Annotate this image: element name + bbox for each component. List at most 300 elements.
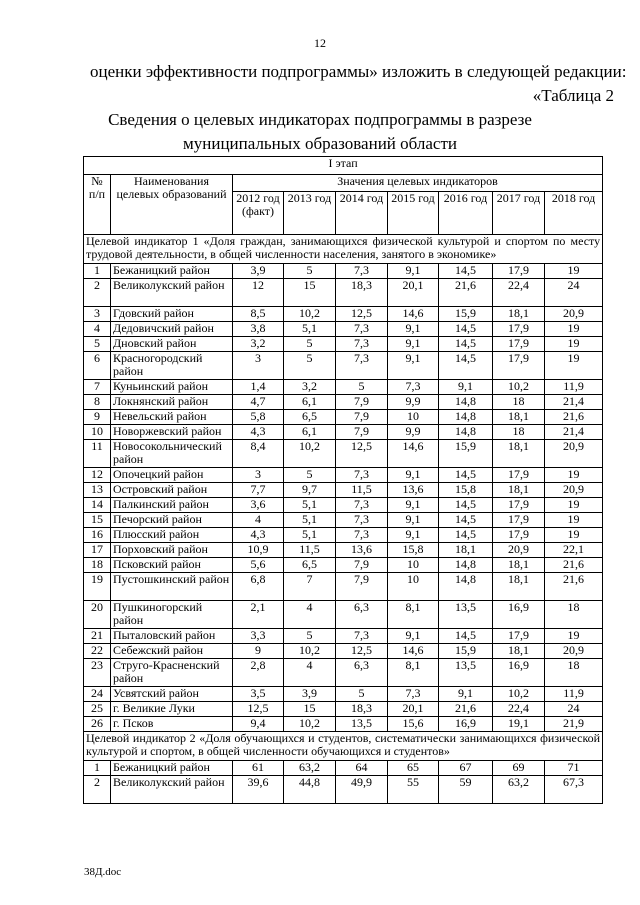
indicator-value: 21,6	[545, 558, 603, 573]
table-row	[84, 558, 603, 573]
table-row	[84, 573, 603, 601]
indicator-value: 11,9	[545, 687, 603, 702]
indicator-value: 20,1	[388, 702, 439, 717]
indicator-value: 18,1	[439, 543, 493, 558]
year-header: 2015 год	[388, 192, 439, 235]
indicator-value: 18	[493, 395, 545, 410]
indicator-value: 67,3	[545, 776, 603, 804]
page-number: 12	[314, 36, 326, 50]
indicator-value: 11,5	[284, 543, 336, 558]
indicator-value: 1,4	[233, 380, 284, 395]
indicator-value: 7,9	[336, 558, 388, 573]
indicator-value: 9,1	[388, 264, 439, 279]
indicator-value: 67	[439, 761, 493, 776]
indicator-value: 44,8	[284, 776, 336, 804]
indicator-value: 7,3	[336, 337, 388, 352]
indicator-value: 13,6	[388, 483, 439, 498]
indicator-value: 15,8	[439, 483, 493, 498]
indicator-value: 18,3	[336, 702, 388, 717]
indicator-value: 7,3	[388, 687, 439, 702]
indicator-value: 69	[493, 761, 545, 776]
indicator-value: 5,1	[284, 322, 336, 337]
indicator-value: 20,1	[388, 279, 439, 307]
indicator-value: 9,1	[388, 352, 439, 380]
municipality-name: Пыталовский район	[111, 629, 233, 644]
indicator-value: 24	[545, 279, 603, 307]
indicator-value: 19	[545, 513, 603, 528]
indicator-value: 24	[545, 702, 603, 717]
row-number: 18	[84, 558, 111, 573]
indicator-value: 55	[388, 776, 439, 804]
table-row	[84, 483, 603, 498]
indicator-value: 14,5	[439, 528, 493, 543]
indicator-value: 7,3	[336, 264, 388, 279]
indicator-value: 7,3	[388, 380, 439, 395]
indicator-value: 15	[284, 702, 336, 717]
indicator-value: 18,1	[493, 410, 545, 425]
municipality-name: Гдовский район	[111, 307, 233, 322]
indicator-value: 19	[545, 264, 603, 279]
indicator-value: 9,1	[388, 629, 439, 644]
col-values-header: Значения целевых индикаторов	[233, 175, 603, 192]
indicator-value: 21,4	[545, 395, 603, 410]
indicator-value: 21,6	[439, 279, 493, 307]
municipality-name: г. Великие Луки	[111, 702, 233, 717]
indicator-value: 9,1	[388, 337, 439, 352]
row-number: 1	[84, 264, 111, 279]
indicator-value: 3	[233, 468, 284, 483]
indicator-value: 5	[284, 352, 336, 380]
indicator-value: 12,5	[336, 440, 388, 468]
indicator-value: 9,1	[388, 468, 439, 483]
indicator-value: 22,1	[545, 543, 603, 558]
row-number: 10	[84, 425, 111, 440]
indicator-value: 63,2	[493, 776, 545, 804]
indicator-value: 9,1	[439, 380, 493, 395]
table-row	[84, 513, 603, 528]
indicator-value: 3,9	[284, 687, 336, 702]
indicator-value: 3,2	[233, 337, 284, 352]
indicator-value: 9,1	[388, 513, 439, 528]
indicator-value: 6,1	[284, 425, 336, 440]
indicator-value: 14,8	[439, 425, 493, 440]
indicator-value: 17,9	[493, 337, 545, 352]
municipality-name: Пустошкинский район	[111, 573, 233, 601]
indicator-value: 3,3	[233, 629, 284, 644]
indicator-value: 7,3	[336, 352, 388, 380]
year-header: 2013 год	[284, 192, 336, 235]
municipality-name: Дедовичский район	[111, 322, 233, 337]
indicator-value: 6,3	[336, 659, 388, 687]
indicator-value: 9,9	[388, 425, 439, 440]
indicator-value: 5,1	[284, 528, 336, 543]
row-number: 26	[84, 717, 111, 732]
table-row	[84, 717, 603, 732]
indicator-value: 18	[545, 601, 603, 629]
municipality-name: Опочецкий район	[111, 468, 233, 483]
table-row	[84, 440, 603, 468]
table-row	[84, 498, 603, 513]
indicator-value: 63,2	[284, 761, 336, 776]
row-number: 1	[84, 761, 111, 776]
indicator-value: 9	[233, 644, 284, 659]
indicator-value: 21,6	[545, 410, 603, 425]
indicator-value: 16,9	[493, 659, 545, 687]
table-row	[84, 761, 603, 776]
indicator-value: 59	[439, 776, 493, 804]
municipality-name: Порховский район	[111, 543, 233, 558]
indicator-value: 14,8	[439, 395, 493, 410]
indicator-value: 12,5	[336, 307, 388, 322]
indicator-value: 10	[388, 558, 439, 573]
indicator-value: 14,5	[439, 337, 493, 352]
row-number: 6	[84, 352, 111, 380]
indicator-value: 16,9	[493, 601, 545, 629]
indicator-value: 7,3	[336, 468, 388, 483]
table-row	[84, 425, 603, 440]
indicator-value: 8,4	[233, 440, 284, 468]
indicator-value: 11,9	[545, 380, 603, 395]
col-name-header: Наименования целевых образований	[111, 175, 233, 235]
indicator-value: 8,1	[388, 601, 439, 629]
indicator-value: 17,9	[493, 528, 545, 543]
municipality-name: Печорский район	[111, 513, 233, 528]
indicator-value: 10	[388, 573, 439, 601]
row-number: 9	[84, 410, 111, 425]
table-row	[84, 380, 603, 395]
indicator-value: 12	[233, 279, 284, 307]
municipality-name: Новосокольнический район	[111, 440, 233, 468]
municipality-name: Невельский район	[111, 410, 233, 425]
indicator-value: 7,9	[336, 425, 388, 440]
table-row	[84, 352, 603, 380]
indicator-value: 3	[233, 352, 284, 380]
table-row	[84, 337, 603, 352]
indicator-value: 5	[284, 264, 336, 279]
indicator-value: 18	[545, 659, 603, 687]
table-row	[84, 528, 603, 543]
indicator-value: 17,9	[493, 322, 545, 337]
indicator-value: 19	[545, 352, 603, 380]
indicator-value: 3,2	[284, 380, 336, 395]
table-label: «Таблица 2	[532, 86, 614, 105]
table-row	[84, 410, 603, 425]
row-number: 19	[84, 573, 111, 601]
municipality-name: Островский район	[111, 483, 233, 498]
indicator-value: 20,9	[545, 483, 603, 498]
indicator-value: 13,5	[439, 601, 493, 629]
indicator-value: 6,8	[233, 573, 284, 601]
row-number: 23	[84, 659, 111, 687]
indicator-value: 7,3	[336, 629, 388, 644]
indicator-value: 71	[545, 761, 603, 776]
row-number: 21	[84, 629, 111, 644]
indicator-value: 7,9	[336, 395, 388, 410]
indicator-value: 2,1	[233, 601, 284, 629]
municipality-name: Новоржевский район	[111, 425, 233, 440]
indicator-value: 4,3	[233, 528, 284, 543]
indicator-value: 14,8	[439, 573, 493, 601]
indicator-value: 4	[284, 601, 336, 629]
indicator-value: 6,1	[284, 395, 336, 410]
indicator-value: 9,1	[388, 528, 439, 543]
indicator-value: 13,5	[439, 659, 493, 687]
table-row	[84, 776, 603, 804]
row-number: 12	[84, 468, 111, 483]
indicator-value: 7,3	[336, 528, 388, 543]
indicator-value: 18,1	[493, 644, 545, 659]
intro-text: оценки эффективности подпрограммы» изложить в следующей редакции:	[90, 62, 627, 81]
indicator-value: 17,9	[493, 352, 545, 380]
municipality-name: Палкинский район	[111, 498, 233, 513]
indicator-value: 6,5	[284, 410, 336, 425]
indicator-value: 64	[336, 761, 388, 776]
indicator-value: 9,9	[388, 395, 439, 410]
table-row	[84, 279, 603, 307]
row-number: 22	[84, 644, 111, 659]
indicator-value: 12,5	[336, 644, 388, 659]
indicator-value: 18,1	[493, 558, 545, 573]
indicator-value: 13,5	[336, 717, 388, 732]
indicator-value: 14,5	[439, 322, 493, 337]
table-title-line1: Сведения о целевых индикаторах подпрограммы в разрезе	[108, 110, 532, 129]
indicator-value: 49,9	[336, 776, 388, 804]
year-header: 2012 год (факт)	[233, 192, 284, 235]
indicator-value: 10,9	[233, 543, 284, 558]
table-row	[84, 629, 603, 644]
indicator-value: 15,9	[439, 440, 493, 468]
indicator-title: Целевой индикатор 2 «Доля обучающихся и студентов, систематически занимающихся физической культурой и спортом, в общей численности обучающихся и студентов»	[84, 732, 603, 761]
municipality-name: Усвятский район	[111, 687, 233, 702]
row-number: 2	[84, 279, 111, 307]
year-header: 2014 год	[336, 192, 388, 235]
indicator-title: Целевой индикатор 1 «Доля граждан, занимающихся физической культурой и спортом по месту трудовой деятельности, в общей численности населения, занятого в экономике»	[84, 235, 603, 264]
indicator-value: 13,6	[336, 543, 388, 558]
indicator-value: 18,1	[493, 573, 545, 601]
indicator-value: 2,8	[233, 659, 284, 687]
row-number: 2	[84, 776, 111, 804]
indicator-value: 20,9	[493, 543, 545, 558]
indicator-value: 18,3	[336, 279, 388, 307]
indicator-value: 7,3	[336, 322, 388, 337]
indicator-value: 21,9	[545, 717, 603, 732]
indicator-value: 15	[284, 279, 336, 307]
municipality-name: Пушкиногорский район	[111, 601, 233, 629]
indicator-value: 17,9	[493, 513, 545, 528]
indicators-table	[83, 156, 603, 804]
indicator-value: 7,9	[336, 410, 388, 425]
table-row	[84, 395, 603, 410]
indicator-value: 8,5	[233, 307, 284, 322]
indicator-value: 5,1	[284, 498, 336, 513]
indicator-value: 3,6	[233, 498, 284, 513]
indicator-value: 19	[545, 528, 603, 543]
indicator-value: 22,4	[493, 702, 545, 717]
row-number: 15	[84, 513, 111, 528]
indicator-value: 19	[545, 322, 603, 337]
table-row	[84, 644, 603, 659]
row-number: 17	[84, 543, 111, 558]
row-number: 14	[84, 498, 111, 513]
indicator-value: 5,8	[233, 410, 284, 425]
indicator-value: 17,9	[493, 264, 545, 279]
indicator-value: 4,7	[233, 395, 284, 410]
indicator-value: 21,6	[439, 702, 493, 717]
year-header: 2018 год	[545, 192, 603, 235]
indicator-value: 14,6	[388, 307, 439, 322]
indicator-value: 9,4	[233, 717, 284, 732]
indicator-value: 14,5	[439, 513, 493, 528]
table-row	[84, 322, 603, 337]
col-number-header: № п/п	[84, 175, 111, 235]
indicator-value: 15,8	[388, 543, 439, 558]
indicator-value: 11,5	[336, 483, 388, 498]
indicator-value: 14,6	[388, 644, 439, 659]
indicator-value: 9,1	[439, 687, 493, 702]
indicator-value: 15,9	[439, 644, 493, 659]
table-row	[84, 702, 603, 717]
indicator-value: 5,1	[284, 513, 336, 528]
municipality-name: Псковский район	[111, 558, 233, 573]
indicator-value: 10,2	[493, 687, 545, 702]
row-number: 25	[84, 702, 111, 717]
indicator-value: 5	[284, 468, 336, 483]
indicator-value: 5	[336, 380, 388, 395]
indicator-value: 10,2	[493, 380, 545, 395]
indicator-value: 7,9	[336, 573, 388, 601]
row-number: 20	[84, 601, 111, 629]
indicator-value: 5	[284, 629, 336, 644]
row-number: 11	[84, 440, 111, 468]
indicator-value: 20,9	[545, 307, 603, 322]
indicator-value: 7,3	[336, 513, 388, 528]
municipality-name: Бежаницкий район	[111, 761, 233, 776]
indicator-value: 19	[545, 498, 603, 513]
table-row	[84, 468, 603, 483]
table-title-line2: муниципальных образований области	[183, 134, 457, 153]
indicator-value: 14,5	[439, 629, 493, 644]
stage-header: I этап	[84, 157, 603, 175]
indicator-value: 7,7	[233, 483, 284, 498]
table-row	[84, 659, 603, 687]
table-row	[84, 543, 603, 558]
indicator-value: 5,6	[233, 558, 284, 573]
indicator-value: 19	[545, 629, 603, 644]
table-row	[84, 264, 603, 279]
indicator-value: 15,6	[388, 717, 439, 732]
indicator-value: 65	[388, 761, 439, 776]
indicator-value: 5	[284, 337, 336, 352]
indicator-value: 14,5	[439, 352, 493, 380]
municipality-name: Струго-Красненский район	[111, 659, 233, 687]
row-number: 3	[84, 307, 111, 322]
indicator-value: 14,5	[439, 264, 493, 279]
municipality-name: г. Псков	[111, 717, 233, 732]
row-number: 4	[84, 322, 111, 337]
municipality-name: Красногородский район	[111, 352, 233, 380]
indicator-value: 22,4	[493, 279, 545, 307]
indicator-value: 10	[388, 410, 439, 425]
table-row	[84, 307, 603, 322]
indicator-value: 16,9	[439, 717, 493, 732]
indicator-value: 3,5	[233, 687, 284, 702]
municipality-name: Плюсский район	[111, 528, 233, 543]
indicator-value: 14,6	[388, 440, 439, 468]
indicator-value: 3,8	[233, 322, 284, 337]
indicator-value: 10,2	[284, 717, 336, 732]
year-header: 2017 год	[493, 192, 545, 235]
indicator-value: 15,9	[439, 307, 493, 322]
indicator-value: 7	[284, 573, 336, 601]
indicator-value: 21,6	[545, 573, 603, 601]
table-row	[84, 687, 603, 702]
footer-filename: 38Д.doc	[84, 866, 122, 878]
municipality-name: Бежаницкий район	[111, 264, 233, 279]
table-row	[84, 601, 603, 629]
indicator-value: 3,9	[233, 264, 284, 279]
indicator-value: 19	[545, 337, 603, 352]
indicator-value: 14,5	[439, 498, 493, 513]
indicator-value: 7,3	[336, 498, 388, 513]
indicator-value: 19	[545, 468, 603, 483]
indicator-value: 4,3	[233, 425, 284, 440]
indicator-value: 18,1	[493, 307, 545, 322]
indicator-value: 39,6	[233, 776, 284, 804]
municipality-name: Великолукский район	[111, 279, 233, 307]
indicator-value: 61	[233, 761, 284, 776]
indicator-value: 17,9	[493, 498, 545, 513]
indicator-value: 10,2	[284, 307, 336, 322]
indicator-value: 9,7	[284, 483, 336, 498]
municipality-name: Куньинский район	[111, 380, 233, 395]
indicator-value: 18	[493, 425, 545, 440]
indicator-value: 17,9	[493, 468, 545, 483]
municipality-name: Себежский район	[111, 644, 233, 659]
indicator-value: 17,9	[493, 629, 545, 644]
indicator-value: 10,2	[284, 440, 336, 468]
row-number: 13	[84, 483, 111, 498]
indicator-value: 9,1	[388, 322, 439, 337]
row-number: 8	[84, 395, 111, 410]
indicator-value: 18,1	[493, 440, 545, 468]
indicator-value: 5	[336, 687, 388, 702]
indicator-value: 4	[233, 513, 284, 528]
municipality-name: Дновский район	[111, 337, 233, 352]
indicator-value: 21,4	[545, 425, 603, 440]
row-number: 24	[84, 687, 111, 702]
indicator-value: 18,1	[493, 483, 545, 498]
indicator-value: 20,9	[545, 440, 603, 468]
indicator-value: 6,5	[284, 558, 336, 573]
row-number: 16	[84, 528, 111, 543]
indicator-value: 14,8	[439, 410, 493, 425]
municipality-name: Великолукский район	[111, 776, 233, 804]
indicator-value: 6,3	[336, 601, 388, 629]
indicator-value: 4	[284, 659, 336, 687]
year-header: 2016 год	[439, 192, 493, 235]
indicator-value: 9,1	[388, 498, 439, 513]
row-number: 7	[84, 380, 111, 395]
indicator-value: 14,8	[439, 558, 493, 573]
indicator-value: 10,2	[284, 644, 336, 659]
indicator-value: 8,1	[388, 659, 439, 687]
municipality-name: Локнянский район	[111, 395, 233, 410]
indicator-value: 14,5	[439, 468, 493, 483]
indicator-value: 12,5	[233, 702, 284, 717]
indicator-value: 20,9	[545, 644, 603, 659]
row-number: 5	[84, 337, 111, 352]
indicator-value: 19,1	[493, 717, 545, 732]
